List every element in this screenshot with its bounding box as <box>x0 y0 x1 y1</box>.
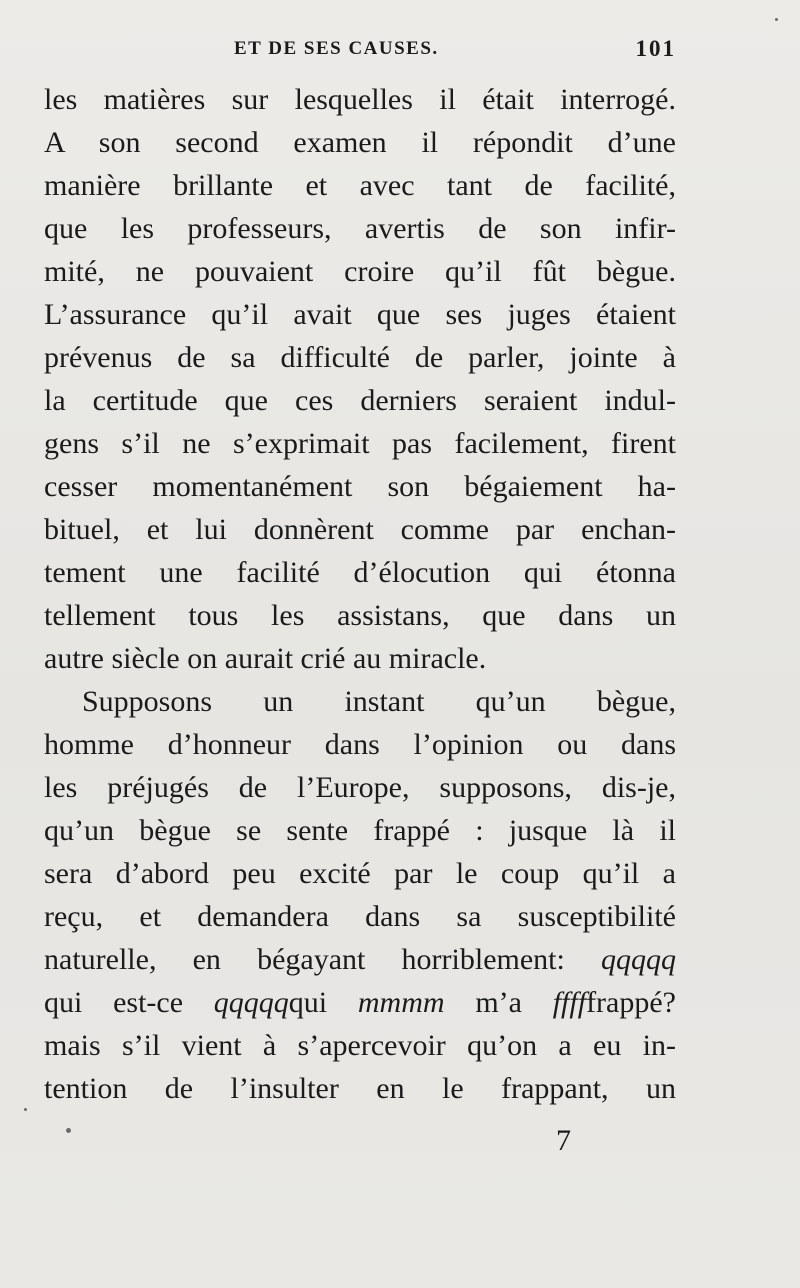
line-text: qui est-ce <box>44 986 214 1019</box>
text-line: gens s’il ne s’exprimait pas facilement, firent <box>44 427 676 460</box>
line-text: qui <box>288 986 358 1019</box>
text-line: tellement tous les assistans, que dans un <box>44 599 676 632</box>
running-head: ET DE SES CAUSES. <box>234 38 439 59</box>
text-line: tention de l’insulter en le frappant, un <box>44 1072 676 1105</box>
page-header <box>44 32 676 72</box>
text-line: mais s’il vient à s’apercevoir qu’on a eu in- <box>44 1029 676 1062</box>
text-line: prévenus de sa difficulté de parler, jointe à <box>44 341 676 374</box>
text-line: cesser momentanément son bégaiement ha- <box>44 470 676 503</box>
text-line: reçu, et demandera dans sa susceptibilité <box>44 900 676 933</box>
text-line: A son second examen il répondit d’une <box>44 126 676 159</box>
text-line: autre siècle on aurait crié au miracle. <box>44 642 487 675</box>
text-line: L’assurance qu’il avait que ses juges étaient <box>44 298 676 331</box>
text-line: sera d’abord peu excité par le coup qu’il a <box>44 857 676 890</box>
paper-speck <box>775 18 778 21</box>
line-text: m’a <box>444 986 553 1019</box>
text-line <box>44 938 676 981</box>
text-line: les matières sur lesquelles il était interrogé. <box>44 83 676 116</box>
stutter-italic: ffff <box>552 986 587 1019</box>
body-text <box>44 78 676 1110</box>
text-line: manière brillante et avec tant de facilité, <box>44 169 676 202</box>
stutter-italic: mmmm <box>357 986 445 1019</box>
text-line: les préjugés de l’Europe, supposons, dis-je, <box>44 771 676 804</box>
text-line: la certitude que ces derniers seraient indul- <box>44 384 676 417</box>
stutter-italic: qqqqq <box>601 943 676 976</box>
text-line: qu’un bègue se sente frappé : jusque là il <box>44 814 676 847</box>
line-text: frappé? <box>586 986 676 1019</box>
paper-speck <box>24 1108 27 1111</box>
text-line: homme d’honneur dans l’opinion ou dans <box>44 728 676 761</box>
text-line <box>44 981 676 1024</box>
text-line: mité, ne pouvaient croire qu’il fût bègue. <box>44 255 676 288</box>
page-number: 101 <box>635 36 676 61</box>
text-line: que les professeurs, avertis de son infir- <box>44 212 676 245</box>
paragraph-start-line: Supposons un instant qu’un bègue, <box>82 685 676 718</box>
signature-mark: 7 <box>556 1124 571 1157</box>
line-text: naturelle, en bégayant horriblement: <box>44 943 601 976</box>
paper-speck <box>66 1128 71 1133</box>
stutter-italic: qqqqq <box>213 986 289 1019</box>
text-line: bituel, et lui donnèrent comme par enchan- <box>44 513 676 546</box>
text-line: tement une facilité d’élocution qui étonna <box>44 556 676 589</box>
